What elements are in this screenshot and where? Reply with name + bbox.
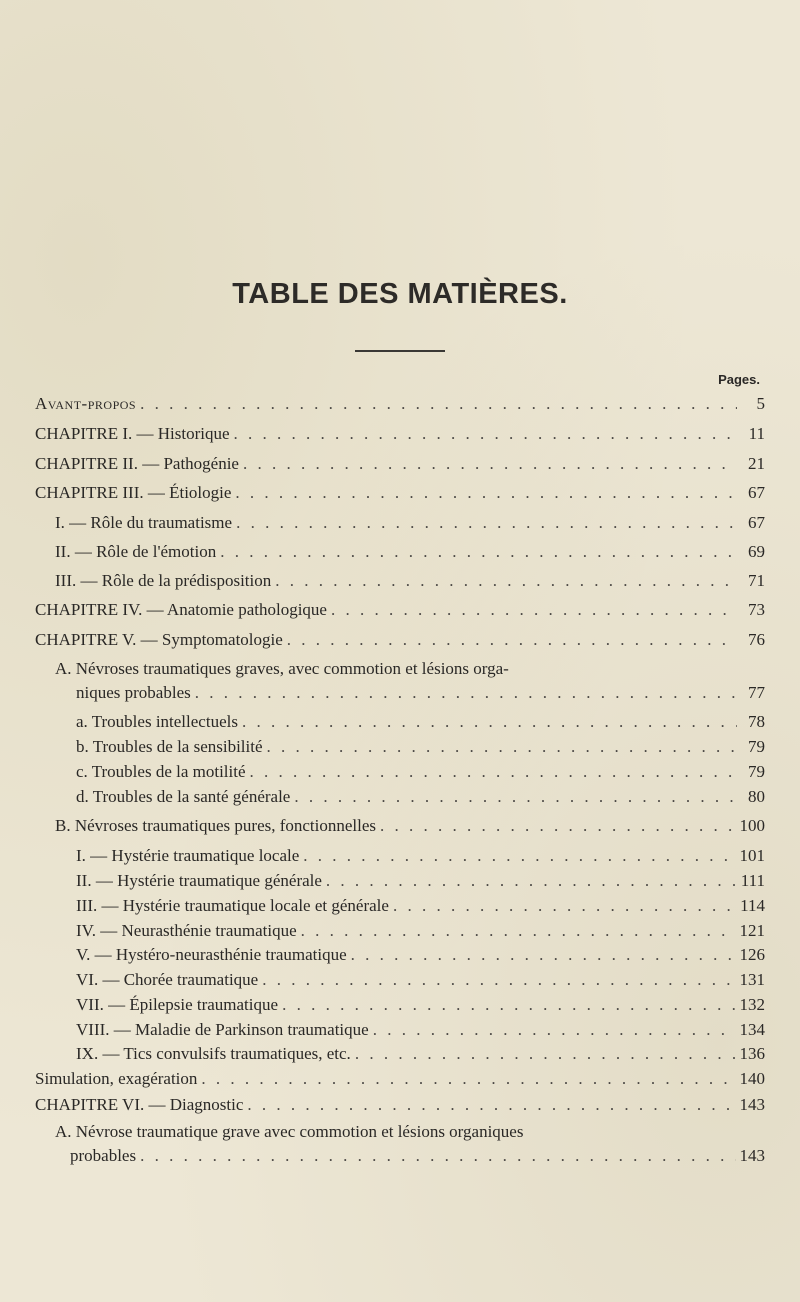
toc-entry-label: CHAPITRE VI. — Diagnostic xyxy=(35,1095,244,1114)
toc-entry-label: probables xyxy=(70,1146,137,1165)
leader-dots xyxy=(355,1044,736,1064)
toc-entry-label: A. Névroses traumatiques graves, avec commotion et lésions orga- xyxy=(55,659,509,678)
toc-entry xyxy=(35,630,765,654)
toc-entry-page: 131 xyxy=(739,970,765,989)
toc-entry-page: 100 xyxy=(739,816,765,835)
toc-entry xyxy=(55,542,765,566)
toc-entry xyxy=(76,737,765,761)
toc-entry xyxy=(76,896,765,920)
toc-entry-page: 21 xyxy=(748,454,765,473)
toc-entry-label: A. Névrose traumatique grave avec commotion et lésions organiques xyxy=(55,1122,524,1141)
toc-entry xyxy=(76,762,765,786)
toc-entry xyxy=(76,787,765,811)
leader-dots xyxy=(234,424,737,444)
toc-entry-page: 136 xyxy=(739,1044,765,1063)
leader-dots xyxy=(301,921,736,941)
toc-entry-label: d. Troubles de la santé générale xyxy=(76,787,291,806)
toc-entry xyxy=(35,1095,765,1119)
toc-entry-label: CHAPITRE I. — Historique xyxy=(35,424,230,443)
title-divider xyxy=(355,350,445,352)
toc-entry-page: 134 xyxy=(739,1020,765,1039)
toc-entry-page: 101 xyxy=(739,846,765,865)
leader-dots xyxy=(247,1095,735,1115)
toc-entry-page: 78 xyxy=(748,712,765,731)
toc-entry xyxy=(76,1020,765,1044)
toc-entry-label: III. — Rôle de la prédisposition xyxy=(55,571,272,590)
leader-dots xyxy=(282,995,735,1015)
leader-dots xyxy=(140,1146,735,1166)
toc-entry xyxy=(76,970,765,994)
toc-entry xyxy=(35,454,765,478)
toc-entry-page: 5 xyxy=(756,394,765,413)
toc-entry xyxy=(76,846,765,870)
leader-dots xyxy=(262,970,735,990)
toc-entry-page: 111 xyxy=(740,871,765,890)
toc-entry-label: IV. — Neurasthénie traumatique xyxy=(76,921,297,940)
toc-entry-label: Simulation, exagération xyxy=(35,1069,198,1088)
toc-entry xyxy=(35,394,765,418)
leader-dots xyxy=(380,816,735,836)
toc-entry xyxy=(55,571,765,595)
leader-dots xyxy=(201,1069,735,1089)
toc-entry-label: III. — Hystérie traumatique locale et générale xyxy=(76,896,389,915)
toc-entry-label: CHAPITRE V. — Symptomatologie xyxy=(35,630,283,649)
toc-entry-label: c. Troubles de la motilité xyxy=(76,762,246,781)
pages-column-label: Pages. xyxy=(718,372,760,387)
toc-entry-label: CHAPITRE III. — Étiologie xyxy=(35,483,232,502)
toc-entry xyxy=(76,1044,765,1068)
toc-entry xyxy=(55,513,765,537)
toc-entry xyxy=(76,871,765,895)
toc-entry-page: 71 xyxy=(748,571,765,590)
toc-entry xyxy=(55,816,765,840)
toc-entry-page: 114 xyxy=(740,896,765,915)
toc-entry xyxy=(76,712,765,736)
toc-entry-label: a. Troubles intellectuels xyxy=(76,712,238,731)
toc-entry-label: IX. — Tics convulsifs traumatiques, etc. xyxy=(76,1044,351,1063)
leader-dots xyxy=(140,394,737,414)
toc-entry-page: 76 xyxy=(748,630,765,649)
toc-entry-page: 143 xyxy=(739,1146,765,1165)
leader-dots xyxy=(294,787,737,807)
toc-entry-page: 79 xyxy=(748,737,765,756)
toc-entry-page: 77 xyxy=(748,683,765,702)
toc-entry-page: 67 xyxy=(748,513,765,532)
toc-entry-page: 69 xyxy=(748,542,765,561)
leader-dots xyxy=(235,483,737,503)
leader-dots xyxy=(242,712,737,732)
toc-entry-page: 132 xyxy=(739,995,765,1014)
toc-entry xyxy=(35,1069,765,1093)
leader-dots xyxy=(220,542,737,562)
toc-entry-label: niques probables xyxy=(76,683,191,702)
toc-entry-label: CHAPITRE II. — Pathogénie xyxy=(35,454,239,473)
toc-entry-label: II. — Rôle de l'émotion xyxy=(55,542,217,561)
leader-dots xyxy=(326,871,737,891)
leader-dots xyxy=(267,737,737,757)
leader-dots xyxy=(287,630,737,650)
leader-dots xyxy=(303,846,735,866)
toc-entry xyxy=(76,683,765,707)
toc-entry-page: 126 xyxy=(739,945,765,964)
leader-dots xyxy=(195,683,737,703)
toc-entry-label: I. — Rôle du traumatisme xyxy=(55,513,233,532)
toc-entry-page: 121 xyxy=(739,921,765,940)
leader-dots xyxy=(331,600,737,620)
toc-entry-page: 140 xyxy=(739,1069,765,1088)
toc-entry-label: V. — Hystéro-neurasthénie traumatique xyxy=(76,945,347,964)
toc-entry xyxy=(76,945,765,969)
toc-entry-label: VIII. — Maladie de Parkinson traumatique xyxy=(76,1020,369,1039)
toc-entry-label: VII. — Épilepsie traumatique xyxy=(76,995,279,1014)
toc-entry-label: I. — Hystérie traumatique locale xyxy=(76,846,300,865)
toc-entry xyxy=(35,424,765,448)
toc-entry-label: CHAPITRE IV. — Anatomie pathologique xyxy=(35,600,327,619)
leader-dots xyxy=(351,945,736,965)
toc-entry-page: 11 xyxy=(748,424,765,443)
toc-entry xyxy=(76,995,765,1019)
toc-entry-label: b. Troubles de la sensibilité xyxy=(76,737,263,756)
toc-entry-label: VI. — Chorée traumatique xyxy=(76,970,259,989)
toc-entry xyxy=(76,921,765,945)
toc-entry xyxy=(70,1146,765,1170)
leader-dots xyxy=(373,1020,736,1040)
leader-dots xyxy=(393,896,736,916)
leader-dots xyxy=(250,762,737,782)
toc-entry-page: 67 xyxy=(748,483,765,502)
toc-entry-page: 73 xyxy=(748,600,765,619)
toc-entry-page: 79 xyxy=(748,762,765,781)
leader-dots xyxy=(243,454,737,474)
toc-entry-page: 143 xyxy=(739,1095,765,1114)
toc-entry-label: II. — Hystérie traumatique générale xyxy=(76,871,322,890)
toc-entry-label: B. Névroses traumatiques pures, fonctionnelles xyxy=(55,816,377,835)
toc-entry-label: Avant-propos xyxy=(35,394,137,413)
toc-entry xyxy=(35,483,765,507)
leader-dots xyxy=(275,571,737,591)
toc-entry xyxy=(35,600,765,624)
leader-dots xyxy=(236,513,737,533)
toc-entry-page: 80 xyxy=(748,787,765,806)
page-title: TABLE DES MATIÈRES. xyxy=(232,278,568,310)
